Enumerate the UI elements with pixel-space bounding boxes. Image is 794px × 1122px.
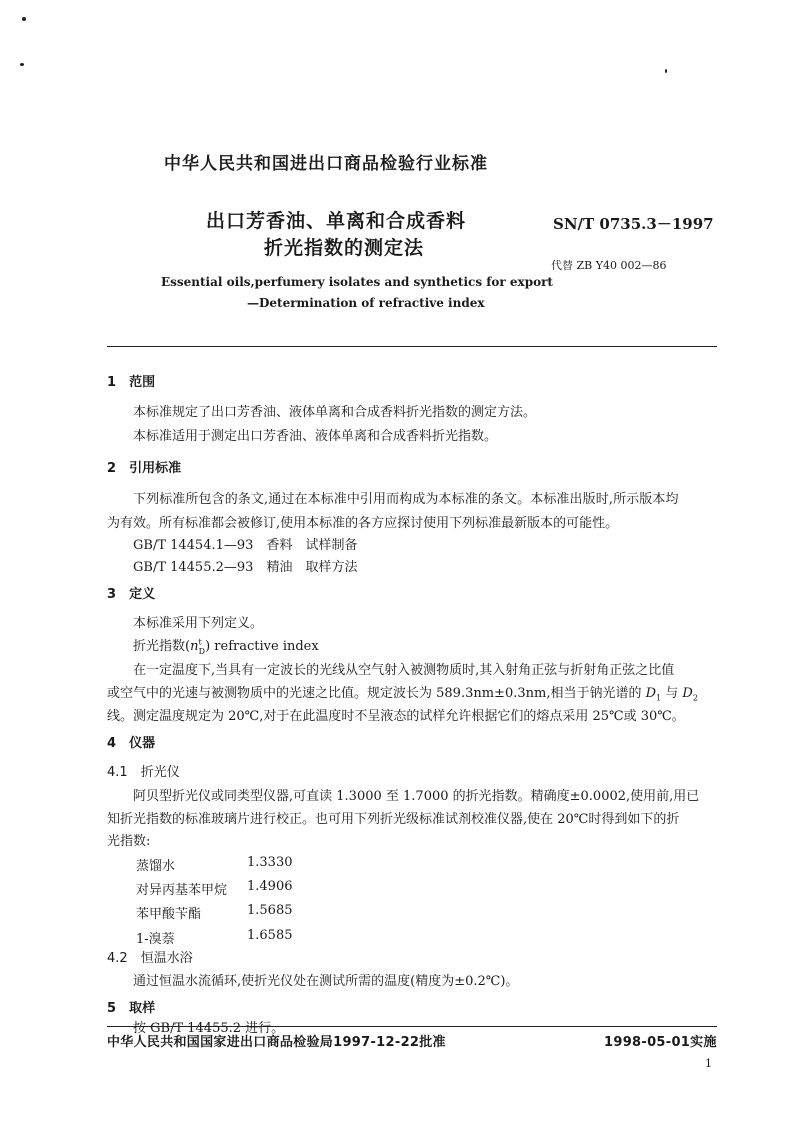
- reagent-value: 1.5685: [247, 903, 293, 918]
- section-5-heading: [107, 997, 155, 1016]
- term-sup: t: [198, 637, 202, 647]
- page-number: 1: [705, 1057, 712, 1070]
- section-1-paragraph-2: 本标准适用于测定出口芳香油、液体单离和合成香料折光指数。: [133, 429, 498, 444]
- sodium-line-d1: D: [645, 686, 657, 701]
- reagent-value: 1.6585: [247, 928, 293, 943]
- doc-title-line1: 出口芳香油、单离和合成香料: [206, 210, 467, 232]
- section-2-paragraph-line2: 为有效。所有标准都会被修订,使用本标准的各方应探讨使用下列标准最新版本的可能性。: [107, 516, 619, 531]
- section-5-line1: 按 GB/T 14455.2 进行。: [133, 1021, 285, 1036]
- reagent-name: 对异丙基苯甲烷: [136, 883, 228, 898]
- subsection-4-1-heading: [107, 761, 180, 780]
- scan-speck: [22, 17, 26, 21]
- reference-text: 香料 试样制备: [266, 538, 358, 553]
- subsection-title: 折光仪: [140, 765, 180, 780]
- term-prefix: 折光指数(: [133, 639, 191, 654]
- reference-text: 精油 取样方法: [266, 560, 358, 575]
- scan-speck: [665, 69, 667, 73]
- definition-line2-text: 或空气中的光速与被测物质中的光速之比值。规定波长为 589.3nm±0.3nm,相当于钠光谱的: [107, 686, 646, 701]
- subsection-4-1-line1: 阿贝型折光仪或同类型仪器,可直读 1.3000 至 1.7000 的折光指数。精确度±0.0002,使用前,用已: [133, 789, 700, 804]
- reagent-row: [136, 928, 175, 947]
- subsection-number: 4.2: [107, 951, 128, 966]
- standard-code: SN/T 0735.3－1997: [553, 215, 714, 233]
- term-refractive-index: [133, 635, 319, 656]
- term-sub: D: [198, 646, 206, 656]
- section-1-heading: [107, 371, 155, 390]
- section-3-heading: [107, 583, 155, 602]
- section-2-paragraph-line1: 下列标准所包含的条文,通过在本标准中引用而构成为本标准的条文。本标准出版时,所示版本均: [133, 492, 679, 507]
- section-title: 范围: [129, 375, 156, 390]
- reagent-name: 1-溴萘: [136, 932, 175, 947]
- reagent-row: [136, 879, 227, 898]
- section-number: 4: [107, 736, 117, 751]
- english-title-line2: —Determination of refractive index: [247, 296, 485, 310]
- section-title: 取样: [129, 1001, 156, 1016]
- doc-title-line2: 折光指数的测定法: [264, 237, 425, 259]
- section-title: 引用标准: [129, 461, 182, 476]
- section-2-heading: [107, 457, 181, 476]
- definition-line2: [107, 682, 698, 703]
- term-suffix: ) refractive index: [205, 639, 319, 654]
- reference-code: GB/T 14455.2—93: [133, 560, 254, 575]
- definition-line3: 线。测定温度规定为 20℃,对于在此温度时不呈液态的试样允许根据它们的熔点采用 25℃或 30℃。: [107, 709, 685, 724]
- section-3-intro: 本标准采用下列定义。: [133, 616, 264, 631]
- reagent-name: 蒸馏水: [136, 859, 176, 874]
- reference-item-1: [133, 534, 357, 553]
- section-1-paragraph-1: 本标准规定了出口芳香油、液体单离和合成香料折光指数的测定方法。: [133, 405, 537, 420]
- english-title-line1: Essential oils,perfumery isolates and synthetics for export: [161, 275, 553, 289]
- reference-item-2: [133, 556, 357, 575]
- sodium-line-d2-sub: 2: [692, 693, 698, 703]
- definition-line2-and: 与: [661, 686, 683, 701]
- reagent-value: 1.4906: [247, 879, 293, 894]
- subsection-4-2-heading: [107, 947, 193, 966]
- subsection-4-2-line1: 通过恒温水流循环,使折光仪处在测试所需的温度(精度为±0.2℃)。: [133, 974, 519, 989]
- approval-note: 中华人民共和国国家进出口商品检验局1997-12-22批准: [107, 1035, 446, 1050]
- subsection-number: 4.1: [107, 765, 128, 780]
- effective-date: 1998-05-01实施: [604, 1035, 717, 1050]
- definition-line1: 在一定温度下,当具有一定波长的光线从空气射入被测物质时,其入射角正弦与折射角正弦之比值: [133, 663, 675, 678]
- replaces-note: 代替 ZB Y40 002—86: [551, 259, 667, 272]
- subsection-4-1-line2: 知折光指数的标准玻璃片进行校正。也可用下列折光级标准试剂校准仪器,使在 20℃时得到如下的折: [107, 812, 680, 827]
- reagent-name: 苯甲酸苄酯: [136, 907, 202, 922]
- section-number: 2: [107, 461, 117, 476]
- subsection-title: 恒温水浴: [140, 951, 193, 966]
- sodium-line-d1-sub: 1: [656, 693, 662, 703]
- section-title: 定义: [129, 587, 156, 602]
- section-number: 5: [107, 1001, 117, 1016]
- footer-divider: [107, 1026, 717, 1027]
- reference-code: GB/T 14454.1—93: [133, 538, 254, 553]
- reagent-row: [136, 903, 201, 922]
- term-symbol: n: [190, 639, 199, 654]
- sodium-line-d2: D: [682, 686, 693, 701]
- header-divider: [107, 346, 717, 347]
- section-4-heading: [107, 732, 155, 751]
- org-standard-title: 中华人民共和国进出口商品检验行业标准: [164, 154, 488, 174]
- section-title: 仪器: [129, 736, 156, 751]
- reagent-value: 1.3330: [247, 855, 293, 870]
- section-number: 1: [107, 375, 117, 390]
- reagent-row: [136, 855, 175, 874]
- subsection-4-1-line3: 光指数:: [107, 834, 151, 849]
- section-number: 3: [107, 587, 117, 602]
- scan-speck: [20, 63, 24, 66]
